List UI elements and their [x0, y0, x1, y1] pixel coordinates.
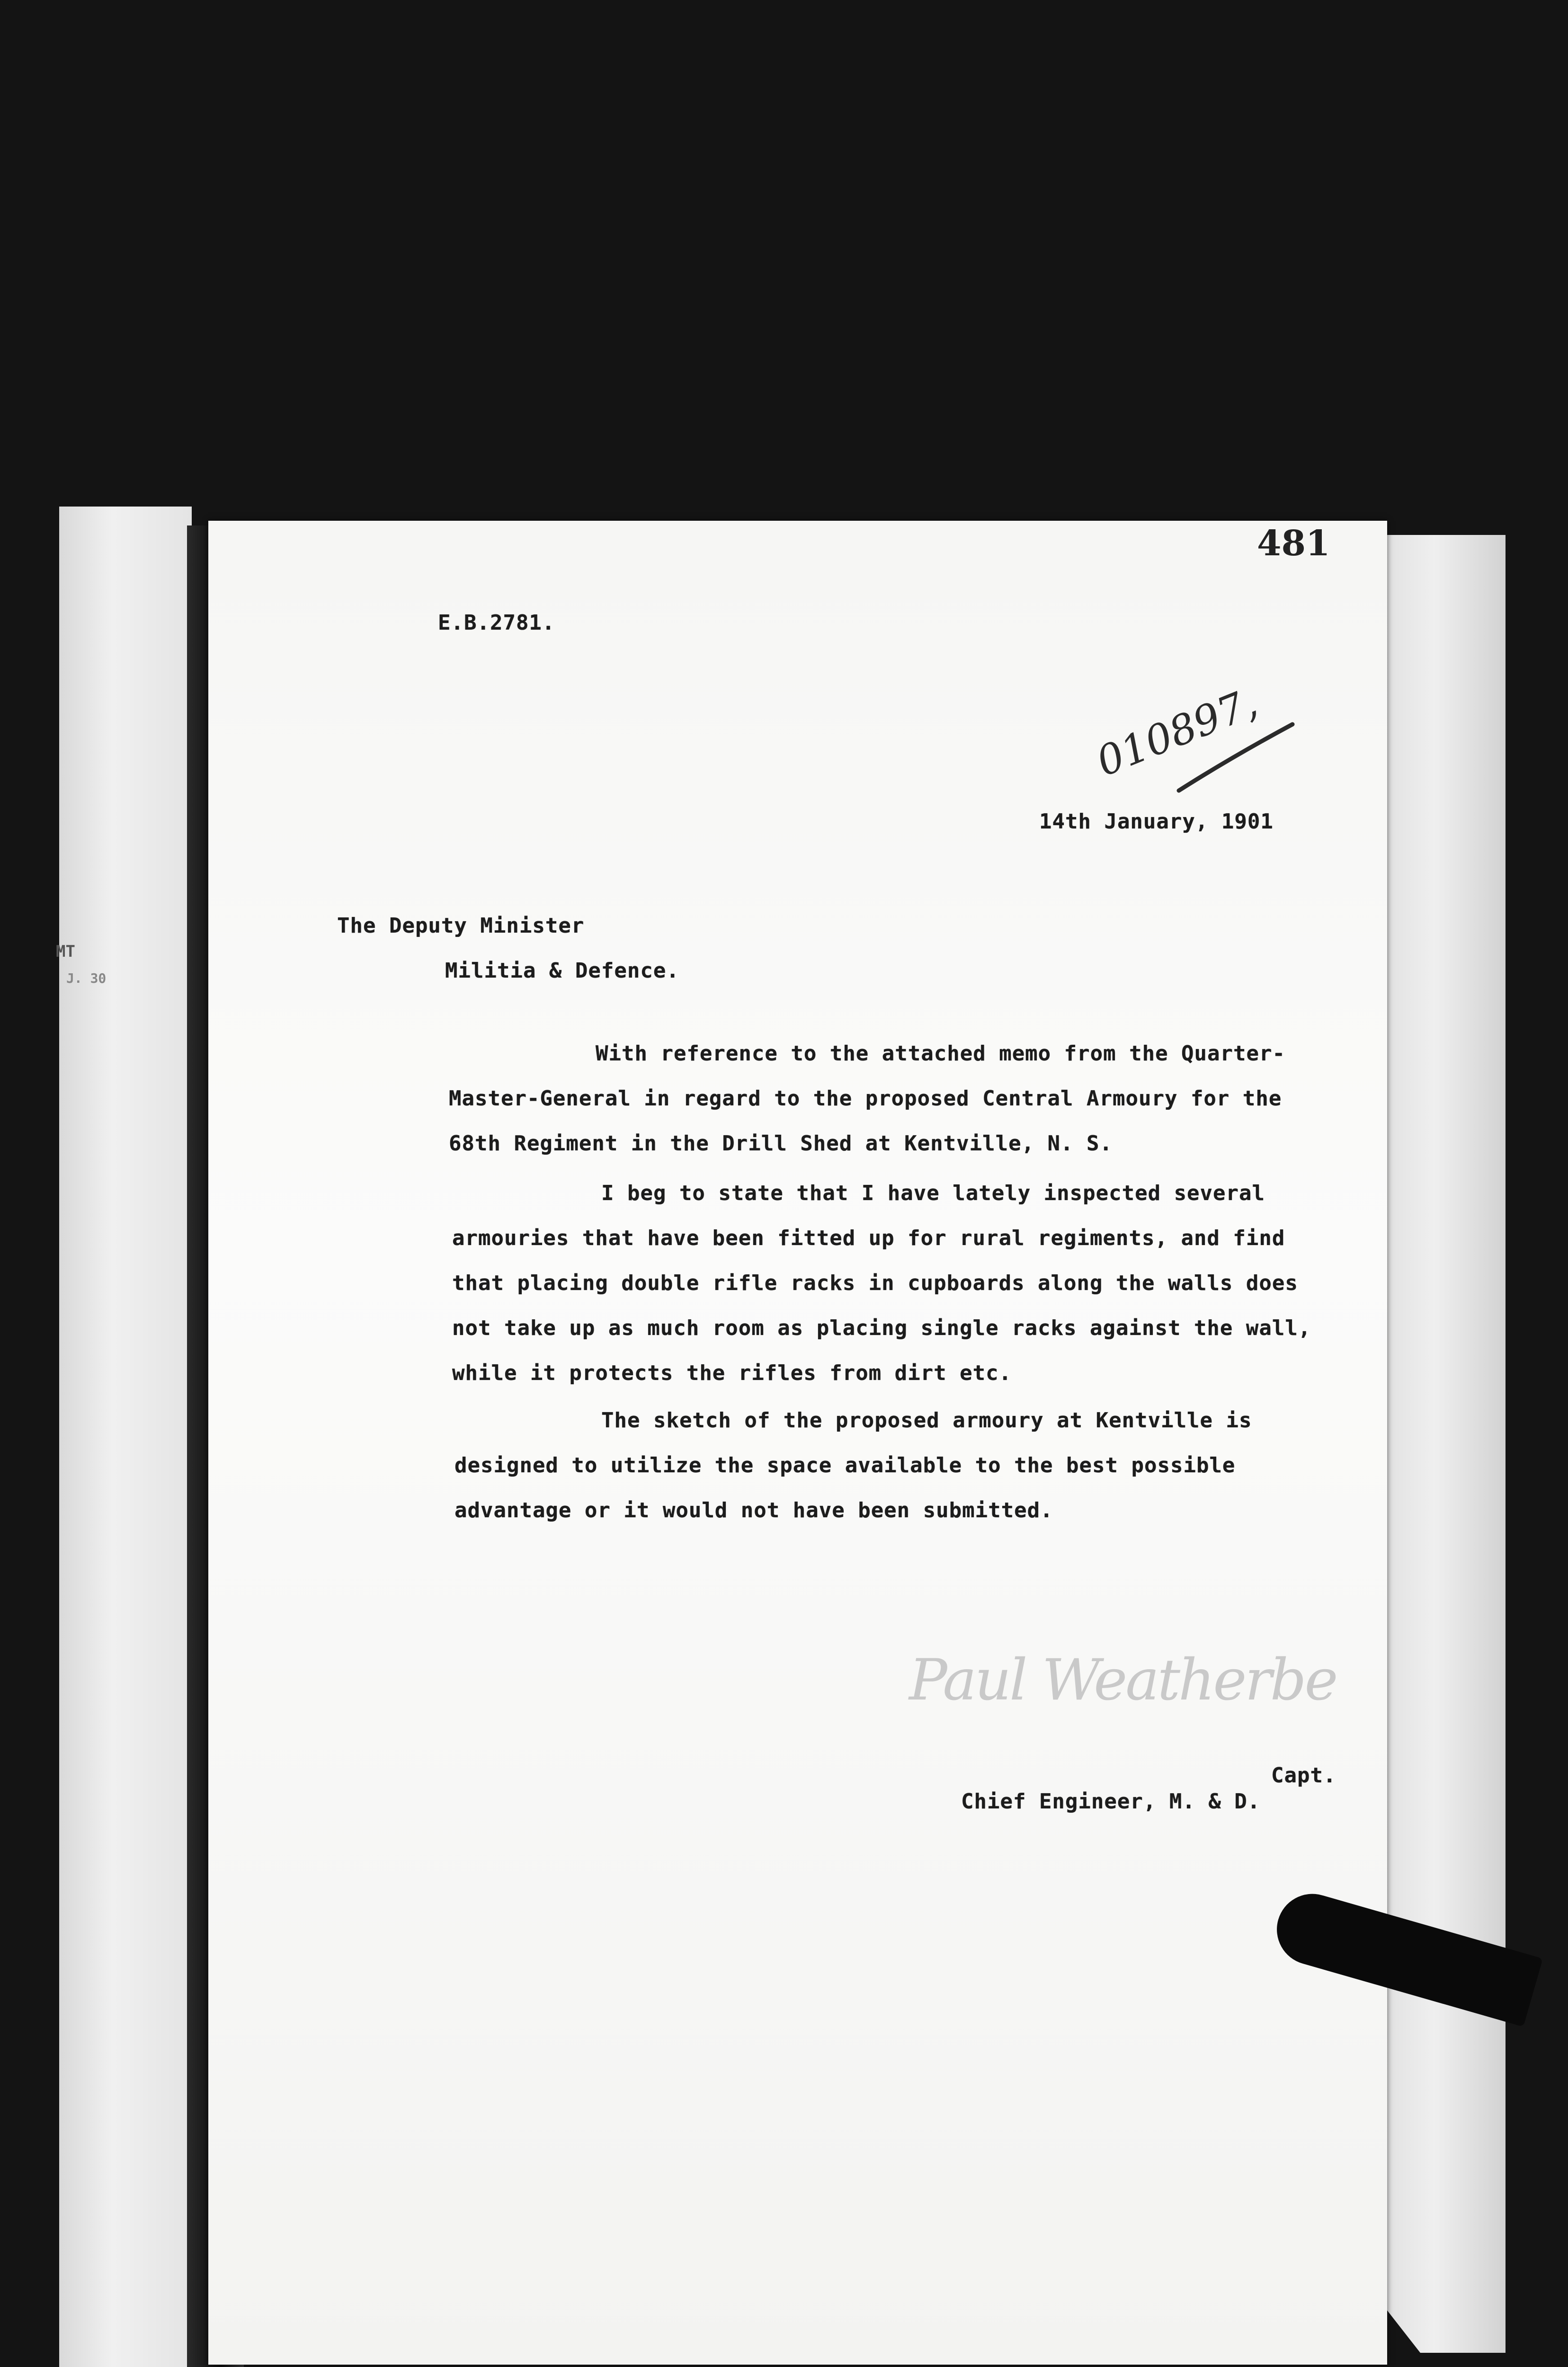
- signature-title: Chief Engineer, M. & D.: [961, 1789, 1261, 1814]
- signature-rank: Capt.: [1271, 1763, 1336, 1788]
- body-line-6: that placing double rifle racks in cupboards along the walls does: [452, 1271, 1298, 1295]
- file-reference: E.B.2781.: [438, 611, 555, 635]
- recipient-line-2: Militia & Defence.: [445, 959, 679, 983]
- handwritten-signature: Paul Weatherbe: [909, 1647, 1336, 1713]
- body-line-9: The sketch of the proposed armoury at Kentville is: [601, 1408, 1252, 1433]
- body-line-5: armouries that have been fitted up for rural regiments, and find: [452, 1226, 1285, 1250]
- body-line-8: while it protects the rifles from dirt etc.: [452, 1361, 1012, 1385]
- left-film-strip: [59, 507, 192, 2367]
- body-line-7: not take up as much room as placing single racks against the wall,: [452, 1316, 1311, 1340]
- recipient-line-1: The Deputy Minister: [337, 914, 585, 938]
- body-line-11: advantage or it would not have been submitted.: [454, 1498, 1053, 1522]
- letter-date: 14th January, 1901: [1039, 810, 1274, 834]
- folio-number: 481: [1257, 523, 1330, 564]
- body-line-3: 68th Regiment in the Drill Shed at Kentville, N. S.: [449, 1131, 1113, 1156]
- body-line-1: With reference to the attached memo from the Quarter-: [596, 1041, 1285, 1066]
- handwritten-underline: [1174, 715, 1297, 800]
- strip-mark-1: MT: [56, 942, 75, 961]
- handwritten-number: 010897,: [1090, 679, 1264, 786]
- body-line-2: Master-General in regard to the proposed Central Armoury for the: [449, 1086, 1282, 1111]
- body-line-4: I beg to state that I have lately inspected several: [601, 1181, 1265, 1205]
- body-line-10: designed to utilize the space available to the best possible: [454, 1453, 1236, 1477]
- strip-mark-2: J. 30: [66, 970, 107, 986]
